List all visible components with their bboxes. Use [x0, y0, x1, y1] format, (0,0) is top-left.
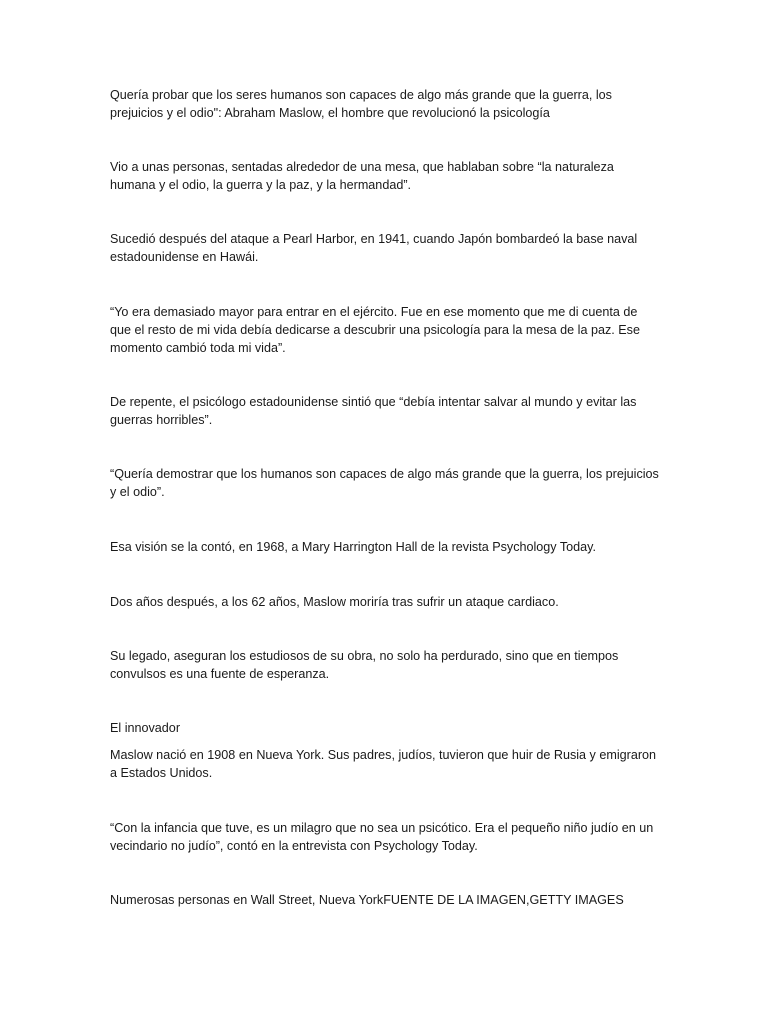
body-paragraph: De repente, el psicólogo estadounidense sintió que “debía intentar salvar al mundo y evitar las guerras horribles”.: [110, 395, 637, 427]
body-paragraph: Su legado, aseguran los estudiosos de su obra, no solo ha perdurado, sino que en tiempos convulsos es una fuente de esperanza.: [110, 649, 619, 681]
quote-paragraph: “Quería demostrar que los humanos son capaces de algo más grande que la guerra, los prejuicios y el odio”.: [110, 467, 659, 499]
quote-paragraph: “Yo era demasiado mayor para entrar en el ejército. Fue en ese momento que me di cuenta de que el resto de mi vida debía dedicarse a descubrir una psicología para la mesa de la paz. Ese momento cambió toda mi vida”.: [110, 305, 640, 355]
body-paragraph: Maslow nació en 1908 en Nueva York. Sus padres, judíos, tuvieron que huir de Rusia y emigraron a Estados Unidos.: [110, 748, 657, 780]
body-paragraph: Esa visión se la contó, en 1968, a Mary Harrington Hall de la revista Psychology Today.: [110, 540, 597, 554]
body-paragraph: Sucedió después del ataque a Pearl Harbor, en 1941, cuando Japón bombardeó la base naval estadounidense en Hawái.: [110, 232, 638, 264]
headline-paragraph: Quería probar que los seres humanos son capaces de algo más grande que la guerra, los prejuicios y el odio": Abraham Maslow, el hombre que revolucionó la psicología: [110, 88, 612, 120]
section-heading: El innovador: [110, 721, 181, 735]
body-paragraph: Dos años después, a los 62 años, Maslow moriría tras sufrir un ataque cardiaco.: [110, 595, 559, 609]
image-caption: Numerosas personas en Wall Street, Nueva YorkFUENTE DE LA IMAGEN,GETTY IMAGES: [110, 893, 624, 907]
body-paragraph: Vio a unas personas, sentadas alrededor de una mesa, que hablaban sobre “la naturaleza humana y el odio, la guerra y la paz, y la hermandad”.: [110, 160, 614, 192]
quote-paragraph: “Con la infancia que tuve, es un milagro que no sea un psicótico. Era el pequeño niño judío en un vecindario no judío”, contó en la entrevista con Psychology Today.: [110, 821, 654, 853]
